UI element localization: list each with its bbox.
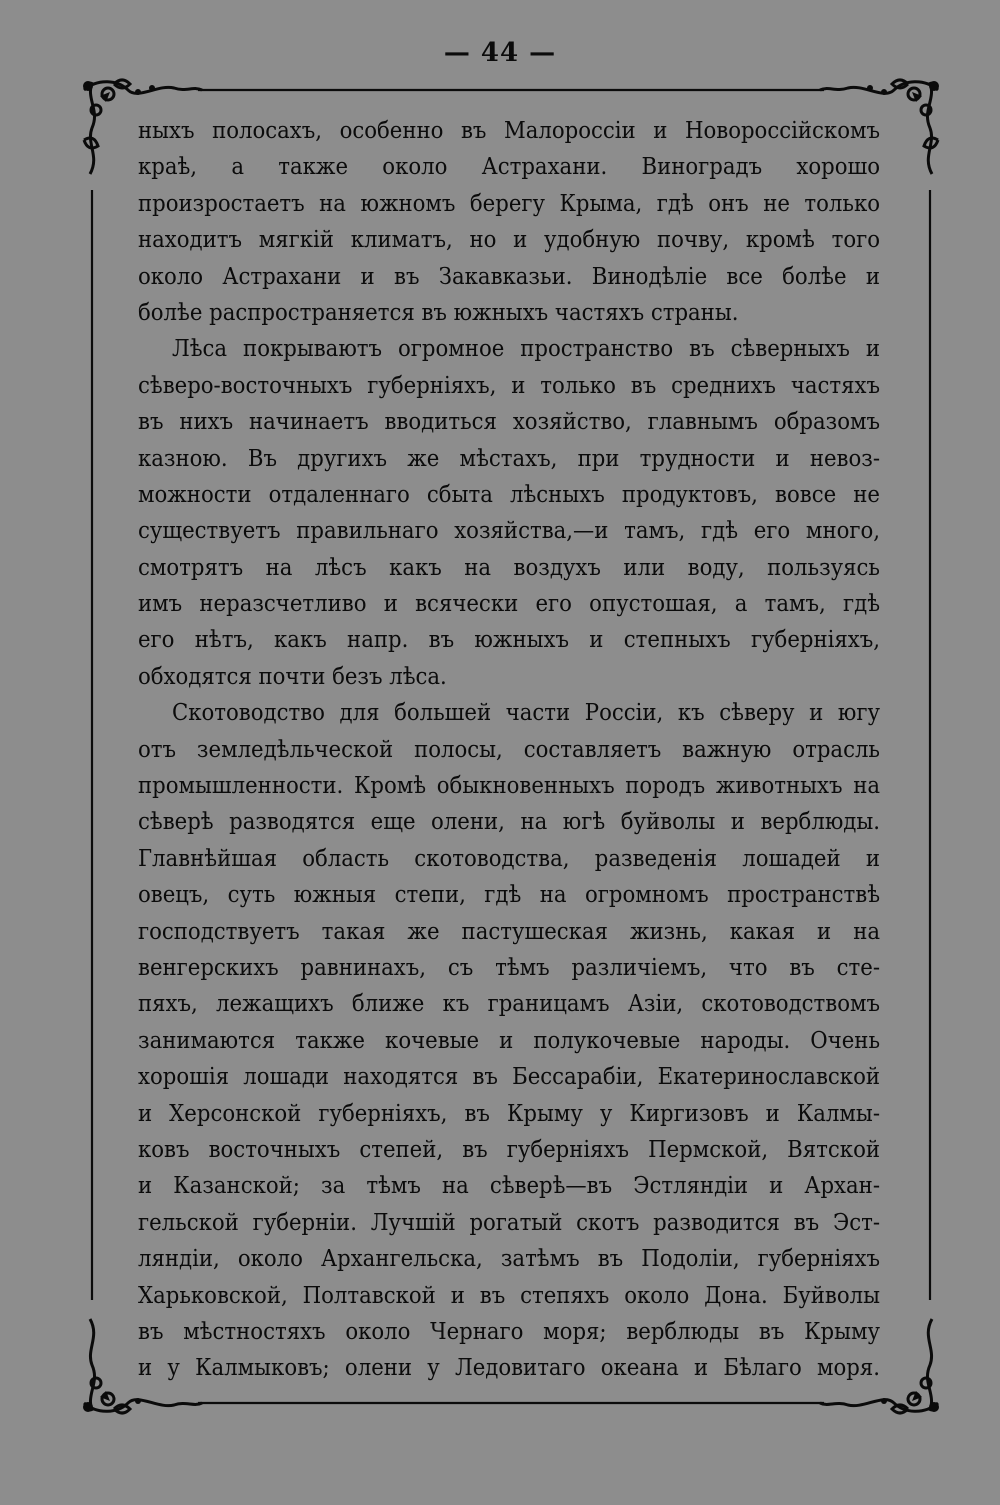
body-text bbox=[138, 112, 880, 1386]
text-line: сѣверѣ разводятся еще олени, на югѣ буйволы и верблюды. bbox=[138, 807, 880, 836]
text-line: пяхъ, лежащихъ ближе къ границамъ Азіи, скотоводствомъ bbox=[138, 989, 880, 1018]
text-line: въ нихъ начинаетъ вводиться хозяйство, главнымъ образомъ bbox=[138, 407, 880, 436]
text-line: ковъ восточныхъ степей, въ губерніяхъ Пермской, Вятской bbox=[138, 1134, 880, 1163]
text-line: произростаетъ на южномъ берегу Крыма, гдѣ онъ не только bbox=[138, 188, 880, 217]
text-line: и Казанской; за тѣмъ на сѣверѣ—въ Эстляндіи и Архан- bbox=[138, 1171, 880, 1200]
text-line: Скотоводство для большей части Россіи, къ сѣверу и югу bbox=[172, 698, 880, 727]
text-line: венгерскихъ равнинахъ, съ тѣмъ различіемъ, что въ сте- bbox=[138, 952, 880, 981]
text-line: болѣе распространяется въ южныхъ частяхъ страны. bbox=[138, 297, 739, 326]
text-line: овецъ, суть южныя степи, гдѣ на огромномъ пространствѣ bbox=[138, 880, 880, 909]
text-line: около Астрахани и въ Закавказьи. Винодѣліе все болѣе и bbox=[138, 261, 880, 290]
text-line: хорошія лошади находятся въ Бессарабіи, Екатеринославской bbox=[138, 1062, 880, 1091]
text-line: сѣверо-восточныхъ губерніяхъ, и только въ среднихъ частяхъ bbox=[138, 370, 880, 399]
text-line: Харьковской, Полтавской и въ степяхъ около Дона. Буйволы bbox=[138, 1280, 880, 1309]
page-number: — 44 — bbox=[443, 38, 557, 68]
text-line: промышленности. Кромѣ обыкновенныхъ породъ животныхъ на bbox=[138, 771, 880, 800]
text-line: его нѣтъ, какъ напр. въ южныхъ и степныхъ губерніяхъ, bbox=[138, 625, 880, 654]
text-line: гельской губерніи. Лучшій рогатый скотъ разводится въ Эст- bbox=[138, 1207, 880, 1236]
text-line: смотрятъ на лѣсъ какъ на воздухъ или воду, пользуясь bbox=[138, 552, 880, 581]
text-line: существуетъ правильнаго хозяйства,—и тамъ, гдѣ его много, bbox=[138, 516, 880, 545]
text-line: имъ неразсчетливо и всячески его опустошая, а тамъ, гдѣ bbox=[138, 589, 880, 618]
text-line: господствуетъ такая же пастушеская жизнь, какая и на bbox=[138, 916, 880, 945]
text-line: Главнѣйшая область скотоводства, разведенія лошадей и bbox=[138, 843, 880, 872]
text-line: обходятся почти безъ лѣса. bbox=[138, 661, 447, 690]
text-line: можности отдаленнаго сбыта лѣсныхъ продуктовъ, вовсе не bbox=[138, 479, 880, 508]
text-line: въ мѣстностяхъ около Чернаго моря; верблюды въ Крыму bbox=[138, 1316, 880, 1345]
text-line: краѣ, а также около Астрахани. Виноградъ хорошо bbox=[138, 152, 880, 181]
text-line: занимаются также кочевые и полукочевые народы. Очень bbox=[138, 1025, 880, 1054]
text-line: Лѣса покрываютъ огромное пространство въ сѣверныхъ и bbox=[172, 334, 880, 363]
text-line: ныхъ полосахъ, особенно въ Малороссіи и Новороссійскомъ bbox=[138, 116, 880, 144]
text-line: и Херсонской губерніяхъ, въ Крыму у Киргизовъ и Калмы- bbox=[138, 1098, 880, 1127]
text-line: и у Калмыковъ; олени у Ледовитаго океана и Бѣлаго моря. bbox=[138, 1353, 880, 1382]
text-line: находитъ мягкій климатъ, но и удобную почву, кромѣ того bbox=[138, 225, 880, 254]
text-line: отъ земледѣльческой полосы, составляетъ важную отрасль bbox=[138, 734, 880, 763]
text-line: ляндіи, около Архангельска, затѣмъ въ Подоліи, губерніяхъ bbox=[138, 1244, 880, 1273]
text-line: казною. Въ другихъ же мѣстахъ, при трудности и невоз- bbox=[138, 443, 880, 472]
